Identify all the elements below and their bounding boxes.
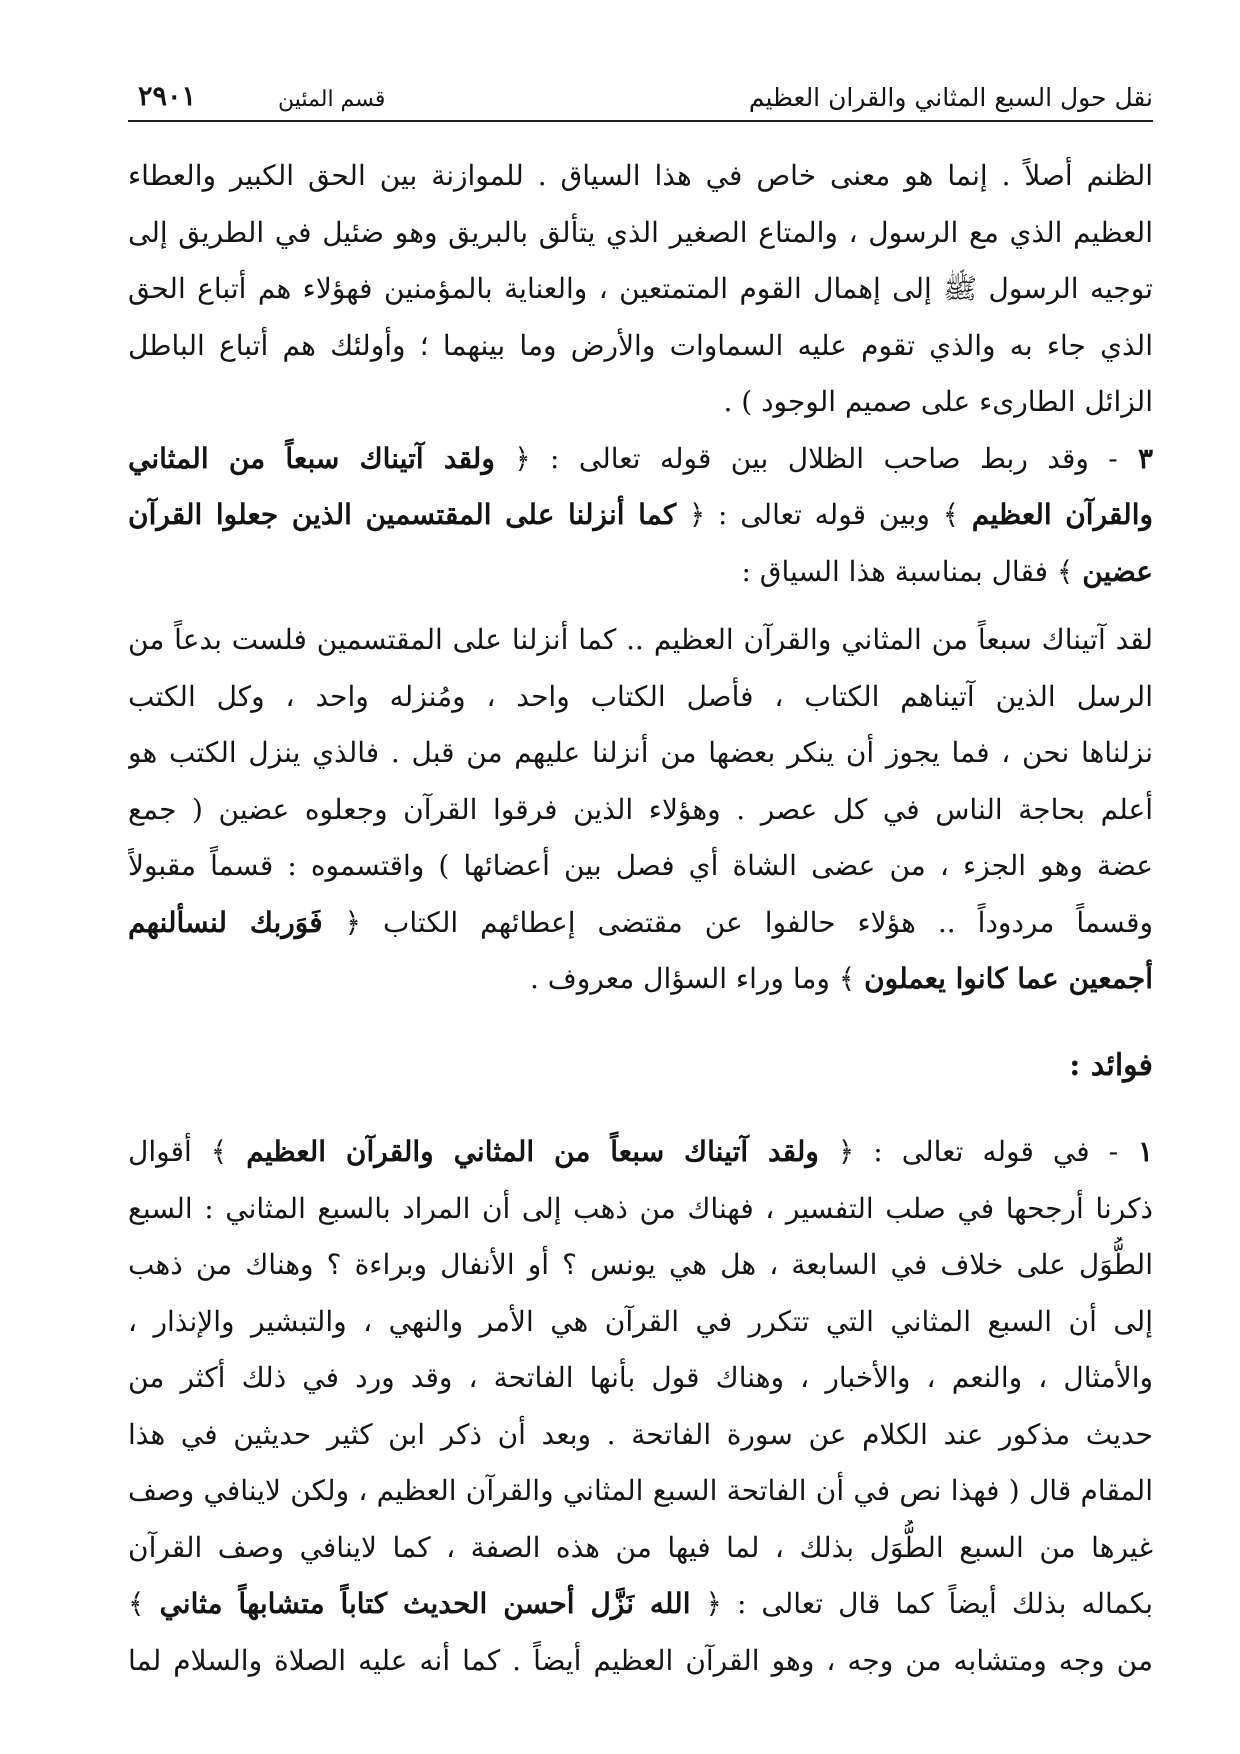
text-line (128, 1633, 1153, 1690)
text-line (128, 612, 1153, 669)
section-heading (128, 1038, 1153, 1095)
text-segment: غيرها من السبع الطُّوَل بذلك ، لما فيها من هذه الصفة ، كما لاينافي وصف القرآن (128, 1530, 1153, 1564)
text-segment: إلى أن السبع المثاني التي تتكرر في القرآن هي الأمر والنهي ، والتبشير والإنذار ، (128, 1304, 1153, 1338)
paragraph-gap (128, 600, 1153, 612)
text-line (128, 1237, 1153, 1294)
bold-text-segment: ولقد آتيناك سبعاً من المثاني والقرآن العظيم (246, 1135, 819, 1168)
page-header (128, 58, 1153, 122)
text-segment: توجيه الرسول ﷺ إلى إهمال القوم المتمتعين ، والعناية بالمؤمنين فهؤلاء هم أتباع الحق (128, 272, 1153, 305)
text-line (128, 487, 1153, 544)
text-segment: ذكرنا أرجحها في صلب التفسير ، فهناك من ذهب إلى أن المراد بالسبع المثاني : السبع (128, 1191, 1153, 1225)
text-line (128, 1350, 1153, 1407)
text-segment: الرسل الذين آتيناهم الكتاب ، فأصل الكتاب واحد ، ومُنزله واحد ، وكل الكتب (128, 679, 1153, 713)
text-line (128, 148, 1153, 205)
text-segment: - في قوله تعالى : ﴿ (818, 1135, 1119, 1168)
text-segment: والأمثال ، والنعم ، والأخبار ، وهناك قول بأنها الفاتحة ، وقد ورد في ذلك أكثر من (128, 1361, 1153, 1394)
text-line (128, 374, 1153, 431)
text-line (128, 1520, 1153, 1577)
bold-text-segment: والقرآن العظيم (971, 498, 1153, 531)
text-line (128, 261, 1153, 318)
text-line (128, 544, 1153, 601)
text-line (128, 669, 1153, 726)
bold-text-segment: ١ (1118, 1135, 1153, 1168)
bold-text-segment: الله نَزَّل أحسن الحديث كتاباً متشابهاً مثاني (159, 1587, 691, 1620)
bold-text-segment: ٣ (1117, 441, 1153, 475)
running-title: نقل حول السبع المثاني والقران العظيم (748, 83, 1153, 112)
text-segment: من وجه ومتشابه من وجه ، وهو القرآن العظيم أيضاً . كما أنه عليه الصلاة والسلام لما (128, 1643, 1153, 1677)
bold-text-segment: فوائد : (1069, 1047, 1153, 1083)
bold-text-segment: فَوَربك لنسألنهم (128, 905, 323, 939)
text-segment: المقام قال ( فهذا نص في أن الفاتحة السبع المثاني والقرآن العظيم ، ولكن لاينافي وصف (128, 1474, 1153, 1507)
text-segment: لقد آتيناك سبعاً من المثاني والقرآن العظيم .. كما أنزلنا على المقتسمين فلست بدعاً من (128, 623, 1153, 656)
text-line (128, 895, 1153, 952)
text-line (128, 1576, 1153, 1633)
text-line (128, 1181, 1153, 1238)
text-segment: ﴾ فقال بمناسبة هذا السياق : (741, 554, 1083, 588)
text-line (128, 1124, 1153, 1181)
text-line (128, 1407, 1153, 1464)
page-body (128, 148, 1153, 1689)
bold-text-segment: ولقد آتيناك سبعاً من المثاني (128, 441, 495, 475)
text-segment: ﴾ أقوال (128, 1135, 247, 1168)
text-segment: نزلناها نحن ، فما يجوز أن ينكر بعضها من أنزلنا عليهم من قبل . فالذي ينزل الكتب هو (128, 736, 1153, 769)
text-segment: الذي جاء به والذي تقوم عليه السماوات والأرض وما بينهما ؛ وأولئك هم أتباع الباطل (128, 328, 1153, 362)
text-line (128, 1294, 1153, 1351)
text-segment: الظنم أصلاً . إنما هو معنى خاص في هذا السياق . للموازنة بين الحق الكبير والعطاء (128, 159, 1153, 192)
bold-text-segment: أجمعين عما كانوا يعملون (864, 962, 1153, 995)
text-segment: حديث مذكور عند الكلام عن سورة الفاتحة . وبعد أن ذكر ابن كثير حديثين في هذا (128, 1417, 1153, 1451)
text-line (128, 838, 1153, 895)
paragraph-gap (128, 1094, 1153, 1124)
text-line (128, 725, 1153, 782)
paragraph-gap (128, 1008, 1153, 1038)
text-line (128, 431, 1153, 488)
text-segment: العظيم الذي مع الرسول ، والمتاع الصغير الذي يتألق بالبريق وهو ضئيل في الطريق إلى (128, 215, 1153, 249)
bold-text-segment: عضين (1082, 554, 1153, 588)
text-segment: وقسماً مردوداً .. هؤلاء حالفوا عن مقتضى إعطائهم الكتاب ﴿ (322, 905, 1153, 939)
text-line (128, 951, 1153, 1008)
text-segment: ﴾ وبين قوله تعالى : ﴿ (676, 498, 972, 531)
bold-text-segment: كما أنزلنا على المقتسمين الذين جعلوا القرآن (128, 498, 677, 531)
text-segment: بكماله بذلك أيضاً كما قال تعالى : ﴿ (690, 1587, 1153, 1620)
page-number: ٢٩٠١ (138, 81, 197, 112)
text-line (128, 782, 1153, 839)
text-segment: - وقد ربط صاحب الظلال بين قوله تعالى : ﴿ (494, 441, 1118, 475)
text-line (128, 318, 1153, 375)
section-name: قسم المئين (278, 87, 386, 112)
text-segment: عضة وهو الجزء ، من عضى الشاة أي فصل بين أعضائها ) واقتسموه : قسماً مقبولاً (128, 849, 1153, 882)
text-segment: الزائل الطارىء على صميم الوجود ) . (723, 385, 1153, 418)
text-line (128, 205, 1153, 262)
text-line (128, 1463, 1153, 1520)
text-segment: ﴾ وما وراء السؤال معروف . (529, 962, 865, 995)
text-segment: ﴾ (128, 1587, 160, 1620)
text-segment: الطُّوَل على خلاف في السابعة ، هل هي يونس ؟ أو الأنفال وبراءة ؟ وهناك من ذهب (128, 1248, 1153, 1281)
text-segment: أعلم بحاجة الناس في كل عصر . وهؤلاء الذين فرقوا القرآن وجعلوه عضين ( جمع (128, 792, 1153, 826)
